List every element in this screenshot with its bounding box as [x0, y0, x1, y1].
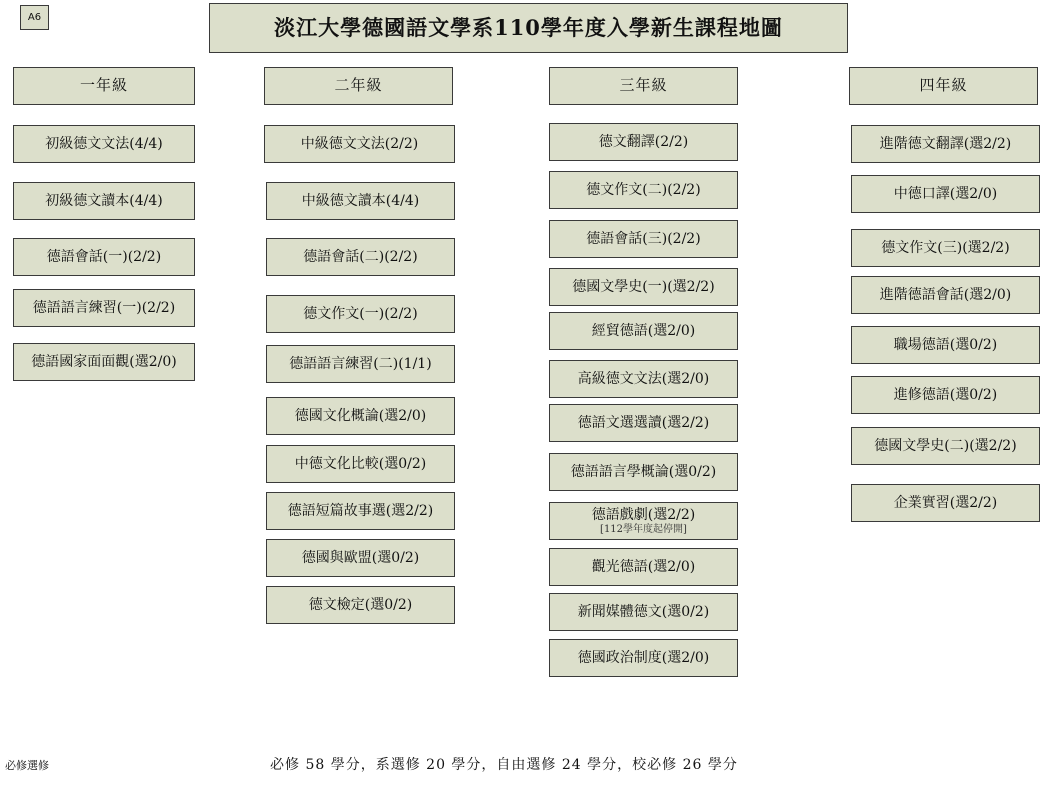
course-box: 德國文學史(二)(選2/2) [851, 427, 1040, 465]
course-box: 德語會話(三)(2/2) [549, 220, 738, 258]
course-label: 德語戲劇(選2/2) [591, 506, 696, 523]
course-box: 德文作文(三)(選2/2) [851, 229, 1040, 267]
page-tag: A6 [20, 5, 49, 30]
course-box: 中德口譯(選2/0) [851, 175, 1040, 213]
legend: 必修選修 [5, 759, 49, 772]
course-box: 德國文化概論(選2/0) [266, 397, 455, 435]
course-box: 觀光德語(選2/0) [549, 548, 738, 586]
course-box: 德國與歐盟(選0/2) [266, 539, 455, 577]
course-box: 進階德文翻譯(選2/2) [851, 125, 1040, 163]
course-box: 德文檢定(選0/2) [266, 586, 455, 624]
year1-header: 一年級 [13, 67, 195, 105]
course-box: 德語語言練習(二)(1/1) [266, 345, 455, 383]
page-title: 淡江大學德國語文學系110學年度入學新生課程地圖 [209, 3, 848, 53]
course-box: 新聞媒體德文(選0/2) [549, 593, 738, 631]
course-box: 德國政治制度(選2/0) [549, 639, 738, 677]
course-box: 德文翻譯(2/2) [549, 123, 738, 161]
course-box: 中德文化比較(選0/2) [266, 445, 455, 483]
year4-header: 四年級 [849, 67, 1038, 105]
course-box: 德語國家面面觀(選2/0) [13, 343, 195, 381]
course-box: 初級德文讀本(4/4) [13, 182, 195, 220]
course-box: 德語語言練習(一)(2/2) [13, 289, 195, 327]
course-box: 德語會話(二)(2/2) [266, 238, 455, 276]
course-box: 中級德文讀本(4/4) [266, 182, 455, 220]
course-box: 德語文選選讀(選2/2) [549, 404, 738, 442]
course-box: 德語短篇故事選(選2/2) [266, 492, 455, 530]
course-box: 初級德文文法(4/4) [13, 125, 195, 163]
course-box: 進修德語(選0/2) [851, 376, 1040, 414]
course-box: 德國文學史(一)(選2/2) [549, 268, 738, 306]
credits-summary: 必修 58 學分，系選修 20 學分，自由選修 24 學分，校必修 26 學分 [270, 757, 738, 773]
course-box: 德語語言學概論(選0/2) [549, 453, 738, 491]
course-box: 中級德文文法(2/2) [264, 125, 455, 163]
course-box: 企業實習(選2/2) [851, 484, 1040, 522]
course-box: 進階德語會話(選2/0) [851, 276, 1040, 314]
course-box: 高級德文文法(選2/0) [549, 360, 738, 398]
course-box: 經貿德語(選2/0) [549, 312, 738, 350]
year3-header: 三年級 [549, 67, 738, 105]
course-note: [112學年度起停開] [600, 523, 687, 535]
course-box: 德語會話(一)(2/2) [13, 238, 195, 276]
course-box-drama [549, 502, 738, 540]
course-box: 德文作文(二)(2/2) [549, 171, 738, 209]
course-box: 職場德語(選0/2) [851, 326, 1040, 364]
year2-header: 二年級 [264, 67, 453, 105]
course-box: 德文作文(一)(2/2) [266, 295, 455, 333]
